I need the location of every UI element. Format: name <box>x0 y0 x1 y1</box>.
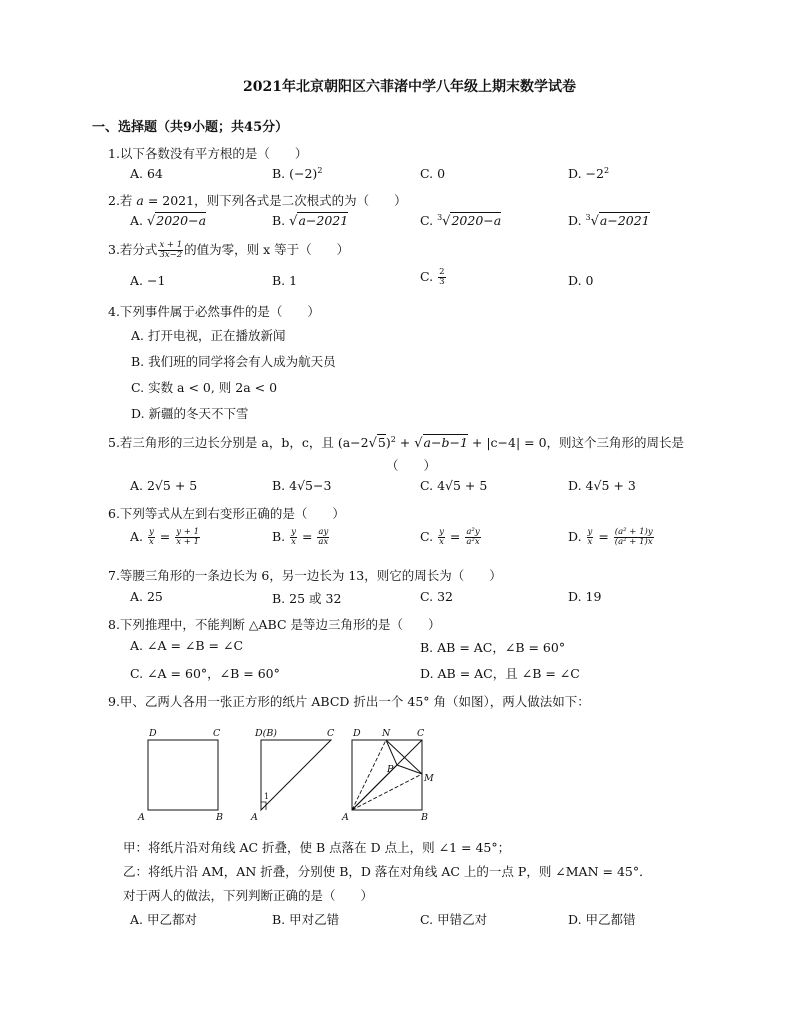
fig3-label-n: N <box>382 728 391 739</box>
q3-option-d: D. 0 <box>568 273 594 288</box>
q8-option-d: D. AB = AC，且 ∠B = ∠C <box>420 666 580 681</box>
q4-option-a: A. 打开电视，正在播放新闻 <box>131 328 286 343</box>
q5-option-d: D. 4√5 + 3 <box>568 478 636 493</box>
q6-option-d: D. $\frac{y}{x}$ = $\frac{\text{(a² + 1)y}}{\text{(a² + 1)x}}$ <box>568 527 653 547</box>
q3-option-a: A. −1 <box>130 273 166 288</box>
q6-option-b: B. $\frac{y}{x}$ = $\frac{ay}{ax}$ <box>272 527 329 547</box>
q6-stem: 6.下列等式从左到右变形正确的是（ ） <box>108 506 345 521</box>
section-heading: 一、选择题（共9小题；共45分） <box>92 120 289 135</box>
fig3-fold-an <box>352 740 386 810</box>
q2-option-b: B. √a−2021 <box>272 213 349 229</box>
fig2-label-c: C <box>327 728 335 739</box>
q4-option-d: D. 新疆的冬天不下雪 <box>131 406 249 421</box>
q1-option-a: A. 64 <box>130 166 163 181</box>
q9-option-a: A. 甲乙都对 <box>130 912 197 927</box>
q1-stem: 1.以下各数没有平方根的是（ ） <box>108 146 308 161</box>
fig2-triangle <box>261 740 331 810</box>
q9-jia: 甲：将纸片沿对角线 AC 折叠，使 B 点落在 D 点上，则 ∠1 = 45°； <box>123 840 511 855</box>
q1-option-c: C. 0 <box>420 166 446 181</box>
q5-option-c: C. 4√5 + 5 <box>420 478 488 493</box>
q9-judge: 对于两人的做法，下列判断正确的是（ ） <box>123 888 374 903</box>
q5-option-b: B. 4√5−3 <box>272 478 332 493</box>
q9-yi: 乙：将纸片沿 AM，AN 折叠，分别使 B，D 落在对角线 AC 上的一点 P，则 ∠MAN = 45°． <box>123 864 652 879</box>
q8-option-a: A. ∠A = ∠B = ∠C <box>130 638 244 653</box>
fig3-label-m: M <box>424 773 434 784</box>
fig3-label-b: B <box>421 812 428 823</box>
q9-option-b: B. 甲对乙错 <box>272 912 340 927</box>
q4-stem: 4.下列事件属于必然事件的是（ ） <box>108 304 320 319</box>
q3-option-c: C. $\frac{2}{3}$ <box>420 267 445 287</box>
q2-option-c: C. $^3$√2020−a <box>420 213 502 230</box>
q2-stem: 2.若 a = 2021，则下列各式是二次根式的为（ ） <box>108 193 407 208</box>
q4-option-b: B. 我们班的同学将会有人成为航天员 <box>131 354 336 369</box>
q5-option-a: A. 2√5 + 5 <box>130 478 198 493</box>
q6-option-a: A. $\frac{y}{x}$ = $\frac{y + 1}{x + 1}$ <box>130 527 199 547</box>
q8-option-b: B. AB = AC，∠B = 60° <box>420 640 566 655</box>
fig3-np <box>386 740 397 765</box>
fig3-label-p: P <box>387 764 394 775</box>
q7-option-c: C. 32 <box>420 589 453 604</box>
q9-option-d: D. 甲乙都错 <box>568 912 636 927</box>
fig3-label-a: A <box>342 812 349 823</box>
fig1-label-a: A <box>138 812 145 823</box>
q9-stem: 9.甲、乙两人各用一张正方形的纸片 ABCD 折出一个 45° 角（如图），两人做法如下： <box>108 694 590 709</box>
page-title: 2021年北京朝阳区六菲渚中学八年级上期末数学试卷 <box>243 79 576 95</box>
fig1-square <box>148 740 218 810</box>
q6-option-c: C. $\frac{y}{x}$ = $\frac{\text{a²y}}{\text{a²x}}$ <box>420 527 480 547</box>
q3-stem: 3.若分式 $\frac{x + 1}{3x-2}$ 的值为零，则 x 等于（ ） <box>108 240 350 260</box>
q8-option-c: C. ∠A = 60°，∠B = 60° <box>130 666 280 681</box>
q1-option-b: B. $(-2)^2$ <box>272 166 323 182</box>
q7-stem: 7.等腰三角形的一条边长为 6，另一边长为 13，则它的周长为（ ） <box>108 568 502 583</box>
q7-option-d: D. 19 <box>568 589 602 604</box>
q3-option-b: B. 1 <box>272 273 298 288</box>
q5-stem: 5.若三角形的三边长分别是 a，b，c，且 $(a-2√5)^2 + √a-b-1 + |c-4| = 0$，则这个三角形的周长是 <box>108 434 685 451</box>
fig3-label-d: D <box>353 728 361 739</box>
fig2-label-1: 1 <box>264 792 270 801</box>
fig2-label-a: A <box>251 812 258 823</box>
fig3-label-c: C <box>417 728 425 739</box>
fig3-fold-am <box>352 774 422 810</box>
fig1-label-c: C <box>213 728 221 739</box>
fig1-label-b: B <box>216 812 223 823</box>
q4-option-c: C. 实数 a < 0, 则 2a < 0 <box>131 380 278 395</box>
q8-stem: 8.下列推理中，不能判断 △ABC 是等边三角形的是（ ） <box>108 617 441 632</box>
q2-option-d: D. $^3$√a−2021 <box>568 213 650 230</box>
q5-answer-paren: （ ） <box>386 458 437 473</box>
q1-option-d: D. $-2^2$ <box>568 166 610 182</box>
q9-figure <box>130 722 450 826</box>
q7-option-a: A. 25 <box>130 589 163 604</box>
fig2-label-db: D(B) <box>255 728 278 739</box>
q2-option-a: A. √2020−a <box>130 213 207 229</box>
fig3-pm <box>397 765 422 774</box>
q7-option-b: B. 25 或 32 <box>272 591 342 606</box>
fig1-label-d: D <box>149 728 157 739</box>
q9-option-c: C. 甲错乙对 <box>420 912 488 927</box>
